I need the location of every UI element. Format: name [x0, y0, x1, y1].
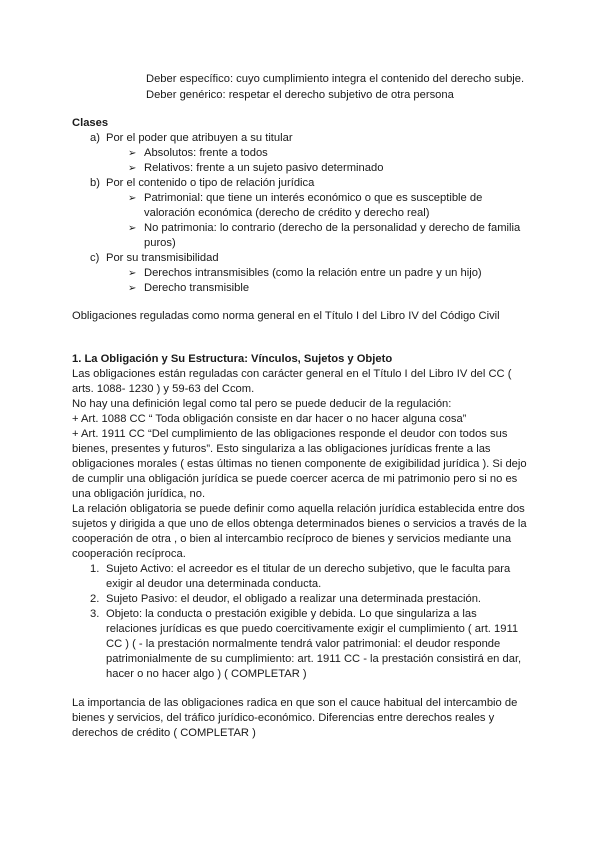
- sub-item-text: No patrimonia: lo contrario (derecho de la personalidad y derecho de familia: [144, 222, 521, 234]
- paragraph-line: + Art. 1911 CC “Del cumplimiento de las obligaciones responde el deudor con todos sus: [72, 428, 508, 440]
- arrow-bullet-icon: ➢: [128, 148, 137, 159]
- arrow-bullet-icon: ➢: [128, 223, 137, 234]
- paragraph-line: de cumplir una obligación jurídica se puede coercer acerca de mi patrimonio pero si no es: [72, 473, 518, 485]
- list-item-label: Por el poder que atribuyen a su titular: [106, 132, 293, 144]
- paragraph-line: una obligación jurídica, no.: [72, 488, 206, 500]
- numbered-item-text: CC ) ( - la prestación normalmente tendrá valor patrimonial: el deudor responde: [106, 638, 501, 650]
- arrow-bullet-icon: ➢: [128, 283, 137, 294]
- list-marker: a): [90, 132, 100, 144]
- paragraph-line: Las obligaciones están reguladas con carácter general en el Título I del Libro IV del CC (: [72, 368, 512, 380]
- list-marker: 1.: [90, 563, 100, 575]
- paragraph-line: cooperación de otra , o bien al intercambio recíproco de bienes y servicios mediante una: [72, 533, 512, 545]
- paragraph-line: La relación obligatoria se puede definir como aquella relación jurídica establecida entre dos: [72, 503, 525, 515]
- sub-item: [128, 161, 383, 176]
- sub-item-text: Patrimonial: que tiene un interés económico o que es susceptible de: [144, 192, 483, 204]
- numbered-item: [90, 592, 481, 607]
- list-item-b: [90, 176, 314, 191]
- list-item-a: [90, 131, 293, 146]
- numbered-item-text: Objeto: la conducta o prestación exigible y debida. Lo que singulariza a las: [106, 608, 477, 620]
- sub-item-text: Derecho transmisible: [144, 282, 250, 294]
- paragraph-line: arts. 1088- 1230 ) y 59-63 del Ccom.: [72, 383, 255, 395]
- intro-line: Deber específico: cuyo cumplimiento integra el contenido del derecho subje.: [146, 73, 525, 85]
- numbered-item-text: relaciones jurídicas es que puedo coercitivamente exigir el cumplimiento ( art. 1911: [106, 623, 519, 635]
- paragraph-line: + Art. 1088 CC “ Toda obligación consiste en dar hacer o no hacer alguna cosa”: [72, 413, 467, 425]
- paragraph-line: La importancia de las obligaciones radica en que son el cauce habitual del intercambio de: [72, 697, 518, 709]
- numbered-item-text: Sujeto Pasivo: el deudor, el obligado a realizar una determinada prestación.: [106, 593, 482, 605]
- list-marker: b): [90, 177, 100, 189]
- paragraph-line: cooperación recíproca.: [72, 548, 186, 560]
- sub-item-text: valoración económica (derecho de crédito y derecho real): [144, 207, 430, 219]
- paragraph-line: sujetos y dirigida a que uno de ellos obtenga determinados bienes o servicios a través de la: [72, 518, 527, 530]
- sub-item: [128, 221, 520, 236]
- list-item-label: Por su transmisibilidad: [106, 252, 219, 264]
- list-item-c: [90, 251, 219, 266]
- list-item-label: Por el contenido o tipo de relación jurídica: [106, 177, 315, 189]
- sub-item: [128, 191, 482, 206]
- list-marker: 3.: [90, 608, 100, 620]
- intro-line: Deber genérico: respetar el derecho subjetivo de otra persona: [146, 89, 454, 101]
- numbered-item-text: patrimonialmente de su cumplimiento: art. 1911 CC - la prestación consistirá en dar,: [106, 653, 522, 665]
- numbered-item: [90, 562, 510, 577]
- sub-item: [128, 281, 249, 296]
- section-heading: 1. La Obligación y Su Estructura: Vínculos, Sujetos y Objeto: [72, 353, 393, 365]
- list-marker: c): [90, 252, 100, 264]
- arrow-bullet-icon: ➢: [128, 163, 137, 174]
- paragraph-line: bienes, presentes y futuros”. Esto singulariza a las obligaciones jurídicas frente a las: [72, 443, 491, 455]
- paragraph-line: No hay una definición legal como tal pero se puede deducir de la regulación:: [72, 398, 452, 410]
- list-marker: 2.: [90, 593, 100, 605]
- clases-heading: Clases: [72, 117, 109, 129]
- paragraph-line: obligaciones morales ( estas últimas no tienen componente de exigibilidad jurídica ). Si dejo: [72, 458, 527, 470]
- sub-item-text: Absolutos: frente a todos: [144, 147, 268, 159]
- sub-item: [128, 266, 482, 281]
- numbered-item-text: hacer o no hacer algo ) ( COMPLETAR ): [106, 668, 307, 680]
- arrow-bullet-icon: ➢: [128, 193, 137, 204]
- arrow-bullet-icon: ➢: [128, 268, 137, 279]
- sub-item-text: Derechos intransmisibles (como la relación entre un padre y un hijo): [144, 267, 482, 279]
- numbered-item: [90, 607, 477, 622]
- sub-item: [128, 146, 268, 161]
- paragraph-line: bienes y servicios, del tráfico jurídico-económico. Diferencias entre derechos reales y: [72, 712, 495, 724]
- paragraph-line: derechos de crédito ( COMPLETAR ): [72, 727, 256, 739]
- numbered-item-text: exigir al deudor una determinada conducta.: [106, 578, 322, 590]
- note-paragraph: Obligaciones reguladas como norma general en el Título I del Libro IV del Código Civil: [72, 310, 500, 322]
- numbered-item-text: Sujeto Activo: el acreedor es el titular de un derecho subjetivo, que le faculta para: [106, 563, 511, 575]
- sub-item-text: Relativos: frente a un sujeto pasivo determinado: [144, 162, 384, 174]
- sub-item-text: puros): [144, 237, 176, 249]
